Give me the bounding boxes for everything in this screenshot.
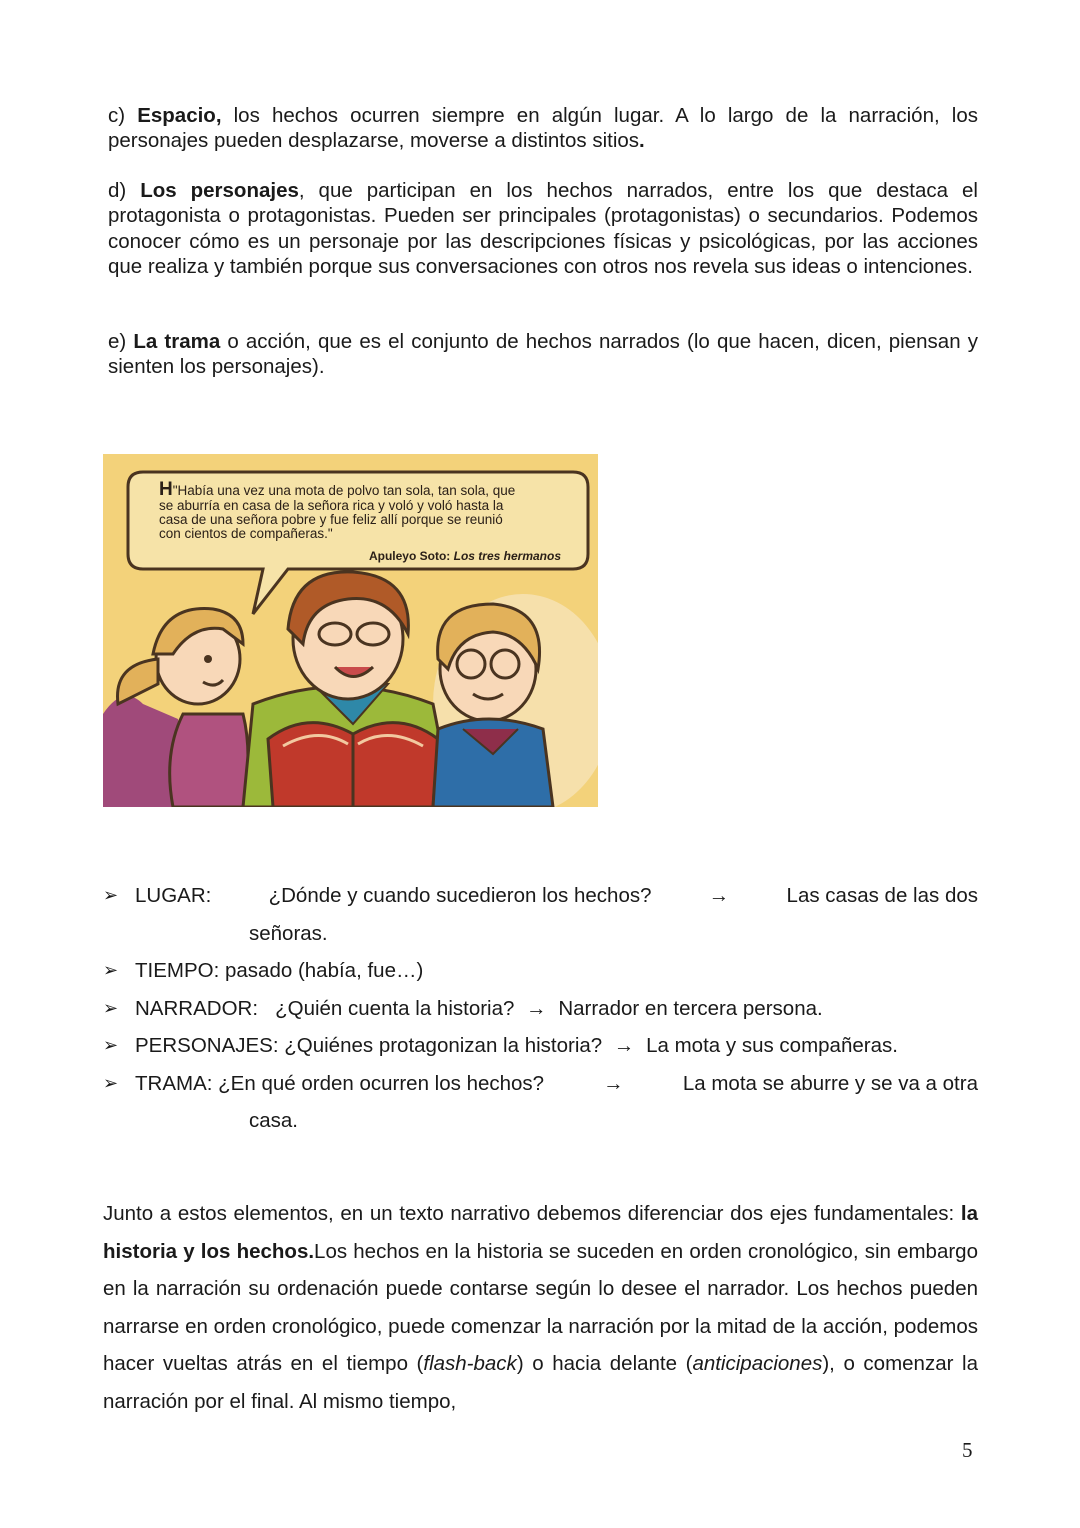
right-arrow-icon: →	[613, 1034, 635, 1057]
right-arrow-icon: →	[526, 996, 547, 1020]
quote-line-3: casa de una señora pobre y fue feliz allí porque se reunió	[159, 512, 503, 527]
term-personajes: Los personajes	[140, 179, 299, 202]
storytelling-illustration-graphic	[103, 454, 598, 807]
paragraph-trama	[108, 329, 978, 380]
term-espacio: Espacio,	[137, 104, 222, 127]
list-item-trama	[103, 1065, 978, 1140]
paragraph-text: Junto a estos elementos, en un texto narrativo debemos diferenciar dos ejes fundamentales:	[103, 1202, 961, 1225]
list-label: TIEMPO:	[135, 959, 220, 982]
paragraph-text: o acción, que es el conjunto de hechos narrados (lo que hacen, dicen, piensan y sienten los personajes).	[108, 330, 978, 379]
term-trama: La trama	[133, 330, 221, 353]
paragraph-historia-hechos	[103, 1195, 978, 1420]
paragraph-end: .	[639, 129, 645, 153]
list-question: ¿Quiénes protagonizan la historia?	[284, 1034, 603, 1057]
right-arrow-icon: →	[603, 1071, 624, 1095]
arrowhead-bullet-icon: ➢	[103, 997, 119, 1018]
paragraph-text: Los hechos en la historia se suceden en orden cronológico, sin embargo en la narración su ordenación puede contarse según lo desee el narrador. Los hechos pueden narrarse en orden cronológico, puede comenzar la narración por la mitad de la acción, podemos hacer vueltas atrás en el tiempo (	[103, 1239, 978, 1375]
attribution-author: Apuleyo Soto:	[368, 549, 454, 563]
quote-initial: H	[159, 479, 173, 500]
paragraph-text: los hechos ocurren siempre en algún lugar. A lo largo de la narración, los personajes pueden desplazarse, moverse a distintos sitios	[108, 104, 978, 153]
element-list	[103, 877, 978, 1140]
list-continuation: casa.	[249, 1109, 298, 1132]
paragraph-text: , que participan en los hechos narrados, entre los que destaca el protagonista o protagonistas. Pueden ser principales (protagonistas) o secundarios. Podemos conocer cómo es un personaje por las descripciones físicas y psicológicas, por las acciones que realiza y también porque sus conversaciones con otros nos revela sus ideas o intenciones.	[108, 179, 978, 278]
quote-line-4: con cientos de compañeras."	[159, 526, 333, 541]
list-question: ¿Dónde y cuando sucedieron los hechos?	[268, 884, 652, 907]
arrowhead-bullet-icon: ➢	[103, 1072, 119, 1093]
quote-attribution	[369, 549, 561, 563]
attribution-title: Los tres hermanos	[453, 549, 561, 563]
list-answer: La mota y sus compañeras.	[646, 1034, 898, 1057]
list-item-personajes	[103, 1027, 978, 1065]
list-label-question	[135, 1065, 544, 1103]
list-item-row	[135, 877, 978, 915]
arrowhead-bullet-icon: ➢	[103, 885, 119, 905]
paragraph-personajes	[108, 178, 978, 279]
list-label: LUGAR:	[135, 884, 212, 907]
term-historia-hechos: la historia y los hechos.	[103, 1202, 978, 1263]
list-answer: Narrador en tercera persona.	[558, 996, 823, 1020]
list-answer: La mota se aburre y se va a otra	[682, 1071, 978, 1095]
list-question: ¿En qué orden ocurren los hechos?	[218, 1071, 545, 1095]
paragraph-text: ), o comenzar la narración por el final. Al mismo tiempo,	[103, 1352, 978, 1413]
list-answer: Las casas de las dos	[786, 884, 978, 907]
right-arrow-icon: →	[708, 884, 730, 907]
paragraph-text: ) o hacia delante (	[516, 1352, 693, 1375]
arrowhead-bullet-icon: ➢	[103, 1035, 119, 1055]
list-item-row	[135, 1065, 978, 1103]
arrowhead-bullet-icon: ➢	[103, 960, 119, 980]
item-label: d)	[108, 179, 141, 202]
term-flash-back: flash-back	[423, 1352, 517, 1375]
list-question: ¿Quién cuenta la historia?	[275, 996, 515, 1020]
list-label: NARRADOR:	[135, 996, 259, 1020]
term-anticipaciones: anticipaciones	[692, 1352, 823, 1375]
quote-line-1-text: "Había una vez una mota de polvo tan sola, tan sola, que	[172, 483, 516, 498]
list-item-tiempo	[103, 952, 978, 990]
list-label: PERSONAJES:	[135, 1034, 279, 1057]
quote-line-2: se aburría en casa de la señora rica y voló y voló hasta la	[159, 498, 504, 513]
list-question: pasado (había, fue…)	[225, 959, 424, 982]
list-label: TRAMA:	[135, 1071, 213, 1095]
item-label: e)	[108, 330, 134, 353]
paragraph-espacio	[108, 103, 978, 154]
list-item-lugar	[103, 877, 978, 952]
storytelling-illustration	[103, 454, 598, 807]
list-continuation: señoras.	[249, 921, 328, 945]
item-label: c)	[108, 104, 138, 127]
page-number: 5	[962, 1438, 973, 1462]
list-item-narrador	[103, 990, 978, 1028]
quote-line-1	[159, 479, 515, 500]
